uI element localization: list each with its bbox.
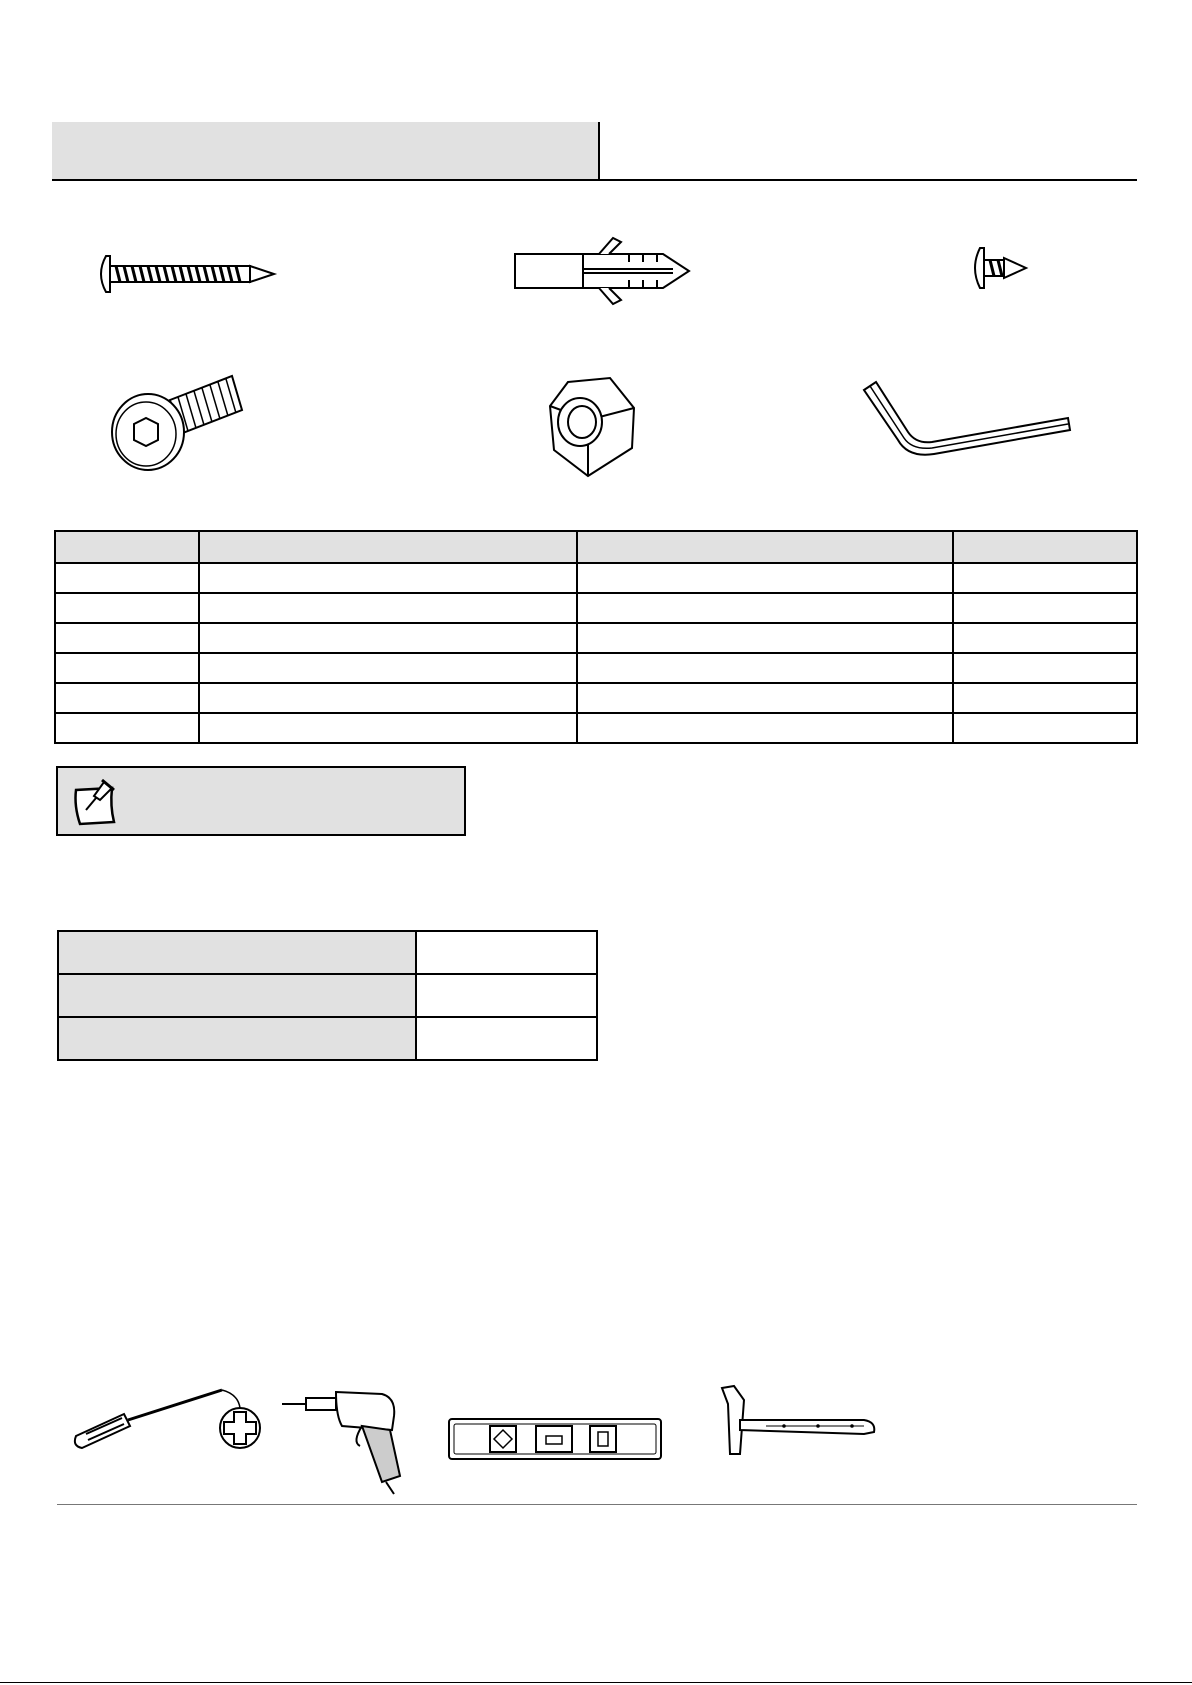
phillips-screwdriver-icon xyxy=(72,1384,262,1450)
table-cell xyxy=(55,563,199,593)
short-screw-icon xyxy=(970,244,1030,294)
table-cell xyxy=(199,713,577,743)
spec-label xyxy=(58,931,416,974)
table-cell xyxy=(953,623,1137,653)
hardware-table xyxy=(54,530,1138,744)
header-spec xyxy=(577,531,953,563)
table-cell xyxy=(577,683,953,713)
header-divider xyxy=(52,179,1137,181)
spec-value xyxy=(416,974,597,1017)
table-row xyxy=(55,563,1137,593)
table-row xyxy=(58,931,597,974)
table-row xyxy=(55,713,1137,743)
spec-value xyxy=(416,1017,597,1060)
table-row xyxy=(55,593,1137,623)
table-cell xyxy=(199,653,577,683)
header-quantity xyxy=(953,531,1137,563)
header-description xyxy=(199,531,577,563)
table-cell xyxy=(55,713,199,743)
note-box xyxy=(56,766,466,836)
table-cell xyxy=(199,593,577,623)
spec-label xyxy=(58,974,416,1017)
table-cell xyxy=(953,653,1137,683)
table-cell xyxy=(199,563,577,593)
spec-value xyxy=(416,931,597,974)
table-cell xyxy=(577,713,953,743)
table-cell xyxy=(55,683,199,713)
table-cell xyxy=(953,563,1137,593)
table-row xyxy=(55,683,1137,713)
table-cell xyxy=(55,623,199,653)
allen-wrench-icon xyxy=(862,378,1072,454)
table-cell xyxy=(953,713,1137,743)
table-cell xyxy=(199,623,577,653)
table-row xyxy=(55,653,1137,683)
level-icon xyxy=(448,1418,662,1460)
hardware-table-header xyxy=(55,531,1137,563)
socket-cap-bolt-icon xyxy=(110,370,250,474)
table-row xyxy=(58,974,597,1017)
table-cell xyxy=(199,683,577,713)
table-cell xyxy=(577,563,953,593)
table-cell xyxy=(953,683,1137,713)
page-bottom-edge xyxy=(0,1682,1192,1683)
table-cell xyxy=(55,653,199,683)
spec-label xyxy=(58,1017,416,1060)
wall-anchor-icon xyxy=(513,236,693,306)
hammer-icon xyxy=(714,1384,880,1460)
long-screw-icon xyxy=(96,250,276,300)
header-part xyxy=(55,531,199,563)
hex-nut-icon xyxy=(548,376,638,480)
spec-table xyxy=(57,930,598,1061)
table-cell xyxy=(577,593,953,623)
footer-divider xyxy=(57,1504,1137,1505)
power-drill-icon xyxy=(282,1386,412,1494)
table-cell xyxy=(577,653,953,683)
note-pin-icon xyxy=(72,776,122,828)
table-cell xyxy=(953,593,1137,623)
table-cell xyxy=(577,623,953,653)
table-cell xyxy=(55,593,199,623)
table-row xyxy=(58,1017,597,1060)
section-header-box xyxy=(52,122,600,179)
table-row xyxy=(55,623,1137,653)
